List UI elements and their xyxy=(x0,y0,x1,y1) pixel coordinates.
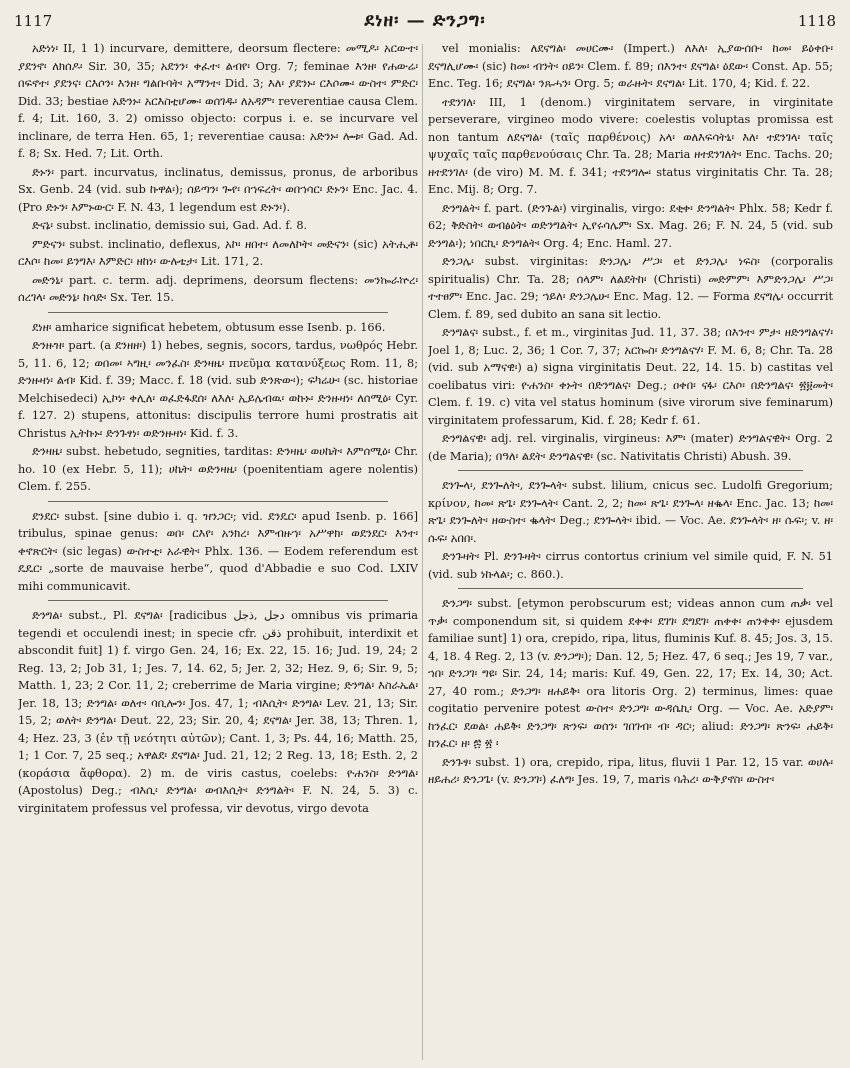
running-header xyxy=(0,10,850,36)
entry-separator xyxy=(48,501,388,502)
entry-separator xyxy=(458,588,803,589)
entry-separator xyxy=(48,312,388,313)
page-number-right: 1118 xyxy=(797,12,836,30)
dictionary-entry: ድንዙዝ፡ part. (a ደንዘዘ፡) 1) hebes, segnis, socors, tardus, νωθρός Hebr. 5, 11. 6, 12; ወበመ፡ ኣግዚ፡ መንፈስ፡ ድንዛዜ፡ πνεῦμα κατανύξεως Rom. 11, 8; ድንዙዛነ፡ ልብ፡ Kid. f. 39; Macc. f. 18 (vid. sub ድንጽው፡); ፍካሬሁ፡ (sc. historiae Melchisedeci) ኢኮነ፡ ቀሊለ፡ ወፈድፋደሰ፡ ለእለ፡ ኢይሌብዉ፡ ወኩኑ፡ ድንዙዛነ፡ ለሰሚዕ፡ Cyr. f. 127. 2) stupens, attonitus: discipulis terrore humi prostratis ait Christus ኢትኩኑ፡ ድንጉፃነ፡ ወድንዙዛነ፡ Kid. f. 3. xyxy=(18,339,418,440)
dictionary-entry: ደንደር፡ subst. [sine dubio i. q. ዝንጋር፡; vid. ደንዴር፡ apud Isenb. p. 166] tribulus, spinae genus: ወበ፡ ርእየ፡ አንክረ፡ እምብዙኀ፡ አሥዋክ፡ ወደንደር፡ እንተ፡ ቀኖጽርት፡ (sic legas) ውስተቲ፡ አራዊት፡ Phlx. 136. — Eodem referendum est ዴዴር፡ „sorte de mauvaise herbe“, quod d'Abbadie e suo Cod. LXIV mihi communicavit. xyxy=(18,509,418,593)
dictionary-entry: መድንኒ፡ part. c. term. adj. deprimens, deorsum flectens: መንኰራኵረ፡ ሰረገላ፡ መድንኔ፡ ከሳድ፡ Sx. Ter. 15. xyxy=(18,273,418,304)
dictionary-entry: አድነነ፡ II, 1 1) incurvare, demittere, deorsum flectere: መሚዶ፡ አርውተ፡ ያደንኖ፡ ለክሰዶ፡ Sir. 30, 35; አደንን፡ ቀፈተ፡ ልብየ፡ Org. 7; feminae እንዘ፡ የሐውሬ፡ በፍኖተ፡ ያደንና፡ ርእሶን፡ እንዘ፡ ግልቡባት፡ አማንተ፡ Did. 3; እለ፡ ያደንኑ፡ ርእሶሙ፡ ውስተ፡ ምድር፡ Did. 33; bestiae አድንኑ፡ አርእስቲሆሙ፡ ወሰገዱ፡ ለአዳም፡ reverentiae causa Clem. f. 4; Lit. 160, 3. 2) omisso objecto: corpus i. e. se incurvare vel inclinare, de terra Hen. 65, 1; reverentiae causa: አድንኑ፡ ሎቱ፡ Gad. Ad. f. 8; Sx. Hed. 7; Lit. Orth. xyxy=(18,42,418,160)
left-column xyxy=(18,40,418,1062)
dictionary-entry: ድንግልት፡ f. part. (ድንጉል፡) virginalis, virgo: ደቂቀ፡ ድንግልት፡ Phlx. 58; Kedr f. 62; ቅድስት፡ ወብፅዕት፡ ወድንግልት፡ ኢየሩሳሌም፡ Sx. Mag. 26; F. N. 24, 5 (vid. sub ድንግል፡); ነበርኪ፡ ድንግልት፡ Org. 4; Enc. Haml. 27. xyxy=(428,201,833,250)
right-column xyxy=(428,40,833,1062)
dictionary-entry: ድንግልናዊ፡ adj. rel. virginalis, virgineus: እም፡ (mater) ድንግልናዊት፡ Org. 2 (de Maria); በዓለ፡ ልደት፡ ድንግልናዊ፡ (sc. Nativitatis Christi) Abush. 39. xyxy=(428,432,833,463)
dictionary-entry: ተደንገለ፡ III, 1 (denom.) virginitatem servare, in virginitate perseverare, virgineo modo vivere: coelestis voluptas promissa est non tantum ለደናግል፡ (ταῖς παρθένοις) አላ፡ ወለእፍሳትኒ፡ እለ፡ ተደንገላ፡ ταῖς ψυχαῖς ταῖς παρθενούσαις Chr. Ta. 28; Maria ዘተደንገለት፡ Enc. Tachs. 20; ዘተደንገለ፡ (de viro) M. M. f. 341; ተደንግሎ፡ status virginitatis Chr. Ta. 28; Enc. Mij. 8; Org. 7. xyxy=(428,95,833,196)
dictionary-entry: ድንጉፃ፡ subst. 1) ora, crepido, ripa, litus, fluvii 1 Par. 12, 15 var. ወሀሉ፡ ዘይሐሪ፡ ድንጋጌ፡ (v. ድንጋገ፡) ፈለግ፡ Jes. 19, 7, maris ባሕረ፡ ውቅያኖስ፡ ውስተ፡ xyxy=(428,755,833,786)
dictionary-entry: ድንጋግ፡ subst. [etymon perobscurum est; videas annon cum ጠቃ፡ vel ጥቃ፡ componendum sit, si quidem ደቀቀ፡ ደገገ፡ ደግደገ፡ ጠቀቀ፡ ጠንቀቀ፡ ejusdem familiae sunt] 1) ora, crepido, ripa, litus, fluminis Kuf. 8. 45; Jos. 3, 15. 4, 18. 4 Reg. 2, 13 (v. ድንጋግ፡); Dan. 12, 5; Hez. 47, 6 seq.; Jes 19, 7 var., ኀበ፡ ድንጋገ፡ ግዩ፡ Sir. 24, 14; maris: Kuf. 49, Gen. 22, 17; Ex. 14, 30; Act. 27, 40 rom.; ድንጋግ፡ ዘሐይቅ፡ ora litoris Org. 2) terminus, limes: quae cogitatio pervenire potest ውስተ፡ ድንጋግ፡ ውዳሴኪ፡ Org. — Voc. Ae. አድያም፡ ከንፈር፡ ደወል፡ ሐይቅ፡ ድንጋግ፡ ጽንፍ፡ ወሰን፡ ገበገብ፡ ብ፡ ዳር፡; aliud: ድንጋግ፡ ጽንፍ፡ ሐይቅ፡ ከንፈር፡ ዘ፡ ፷ ፳ ፡ xyxy=(428,597,833,750)
entry-separator xyxy=(48,600,388,601)
dictionary-entry: ድንዛዜ፡ subst. hebetudo, segnities, tarditas: ድንዛዜ፡ ወሀኬት፡ እምሰሚዕ፡ Chr. ho. 10 (ex Hebr. 5, 11); ሀኬት፡ ወድንዛዜ፡ (poenitentiam agere nolentis) Clem. f. 255. xyxy=(18,445,418,493)
dictionary-entry: vel monialis: ለደናግል፡ መሀርሙ፡ (Impert.) ለእለ፡ ኢያውሰቡ፡ ከመ፡ ይዕቀቡ፡ ደናግሊሆሙ፡ (sic) ከመ፡ ብንት፡ ዐይን፡ Clem. f. 89; በእንተ፡ ደናግል፡ ዕደው፡ Const. Ap. 55; Enc. Teg. 16; ደናግል፡ ንጹሓን፡ Org. 5; ወራዙት፡ ደናግል፡ Lit. 170, 4; Kid. f. 22. xyxy=(428,42,833,90)
dictionary-entry: ድንጉዛት፡ Pl. ድንጉዛት፡ cirrus contortus crinium vel simile quid, F. N. 51 (vid. sub ነኩላል፡; c. 860.). xyxy=(428,550,833,581)
dictionary-entry: ምድናን፡ subst. inclinatio, deflexus, አኮ፡ ዘበተ፡ ለመለኮት፡ መድናን፡ (sic) አትሒቶ፡ ርእሶ፡ ከመ፡ ይንግእ፡ እምድር፡ ዘከነ፡ ውሉቴታ፡ Lit. 171, 2. xyxy=(18,237,418,268)
dictionary-entry: ድናኔ፡ subst. inclinatio, demissio sui, Gad. Ad. f. 8. xyxy=(32,219,308,232)
dictionary-entry: ድንጋሌ፡ subst. virginitas: ድንጋሌ፡ ሥጋ፡ et ድንጋሌ፡ ነፍስ፡ (corporalis spiritualis) Chr. Ta. 28; ሰላም፡ ለልደትከ፡ (Christi) መድምም፡ እምድንጋሌ፡ ሥጋ፡ ተተፀም፡ Enc. Jac. 29; ኀይለ፡ ድንጋሌሁ፡ Enc. Mag. 12. — Forma ደናግሌ፡ occurrit Clem. f. 89, sed dubito an sana sit lectio. xyxy=(428,255,833,321)
entry-separator xyxy=(458,470,803,471)
dictionary-entry: ድንግልና፡ subst., f. et m., virginitas Jud. 11, 37. 38; በእንተ፡ ምታ፡ ዘድንግልናሃ፡ Joel 1, 8; Luc. 2, 36; 1 Cor. 7, 37; አርኰስ፡ ድንግልናሃ፡ F. M. 6, 8; Chr. Ta. 28 (vid. sub አማናዊ፡) a) signa virginitatis Deut. 22, 14. 15. b) castitas vel coelibatus viri: ዮሐንስ፡ ቀኑት፡ በድንግልና፡ Deg.; ዐቀበ፡ ናፋ፡ ርእሶ፡ በድንግልና፡ ፳፱መት፡ Clem. f. 19. c) vita vel status hominum (sive virorum sive feminarum) virginitatem professarum, Kid. f. 28; Kedr f. 61. xyxy=(428,326,833,427)
column-divider xyxy=(422,44,423,1060)
dictionary-entry: ድንግል፡ subst., Pl. ደናግል፡ [radicibus دجل ,ذجل omnibus vis primaria tegendi et occulendi inest; in specie cfr. ذقن prohibuit, interdixit et abscondit fuit] 1) f. virgo Gen. 24, 16; Ex. 22, 15. 16; Jud. 19, 24; 2 Reg. 13, 2; Job 31, 1; Jes. 7, 14. 62, 5; Jer. 2, 32; Hez. 9, 6; Sir. 9, 5; Matth. 1, 23; 2 Cor. 11, 2; creberrime de Maria virgine; ድንግል፡ እስራኤል፡ Jer. 18, 13; ድንግል፡ ወለተ፡ ባቢሎን፡ Jos. 47, 1; ብእሲት፡ ድንግል፡ Lev. 21, 13; Sir. 15, 2; ወለት፡ ድንግል፡ Deut. 22, 23; Sir. 20, 4; ደናግል፡ Jer. 38, 13; Thren. 1, 4; Hez. 23, 3 (ἐν τῇ νεότητι αὐτῶν); Cant. 1, 3; Ps. 44, 16; Matth. 25, 1; 1 Cor. 7, 25 seq.; አዋልደ፡ ደናግል፡ Jud. 21, 12; 2 Reg. 13, 18; Esth. 2, 2 (κοράσια ἄφθορα). 2) m. de viris castus, coelebs: ዮሐንስ፡ ድንግል፡ (Apostolus) Deg.; ብእሲ፡ ድንግል፡ ወብእሲት፡ ድንግልት፡ F. N. 24, 5. 3) c. virginitatem professus vel professa, vir devotus, virgo devota xyxy=(18,609,418,815)
running-head: ደነዘ፡ — ድንጋግ፡ xyxy=(364,10,486,31)
dictionary-entry: ደነዘ፡ amharice significat hebetem, obtusum esse Isenb. p. 166. xyxy=(32,320,386,334)
dictionary-entry: ደንጐላ፡, ደንጐለት፡, ደንጐላት፡ subst. lilium, cnicus sec. Ludolfi Gregorium; κρίνον, ከመ፡ ጽጌ፡ ደንጐላት፡ Cant. 2, 2; ከመ፡ ጽጌ፡ ደንጐላ፡ ዘቈላ፡ Enc. Jac. 13; ከመ፡ ጽጌ፡ ደንጐለት፡ ዘውስተ፡ ቈላት፡ Deg.; ደንጐላት፡ ibid. — Voc. Ae. ደንጐላት፡ ዘ፡ ሱፍ፡; v. ዘ፡ ሱፍ፡ አበበ፡. xyxy=(428,479,833,545)
page-number-left: 1117 xyxy=(14,12,53,30)
dictionary-entry: ድኑን፡ part. incurvatus, inclinatus, demissus, pronus, de arboribus Sx. Genb. 24 (vid. sub ኩዋል፡); ሰይጣን፡ ጐየ፡ በኀፍረት፡ ወበኀሳር፡ ድኑን፡ Enc. Jac. 4. (Pro ድኑን፡ እምኑውር፡ F. N. 43, 1 legendum est ድኑን፡). xyxy=(18,165,418,214)
